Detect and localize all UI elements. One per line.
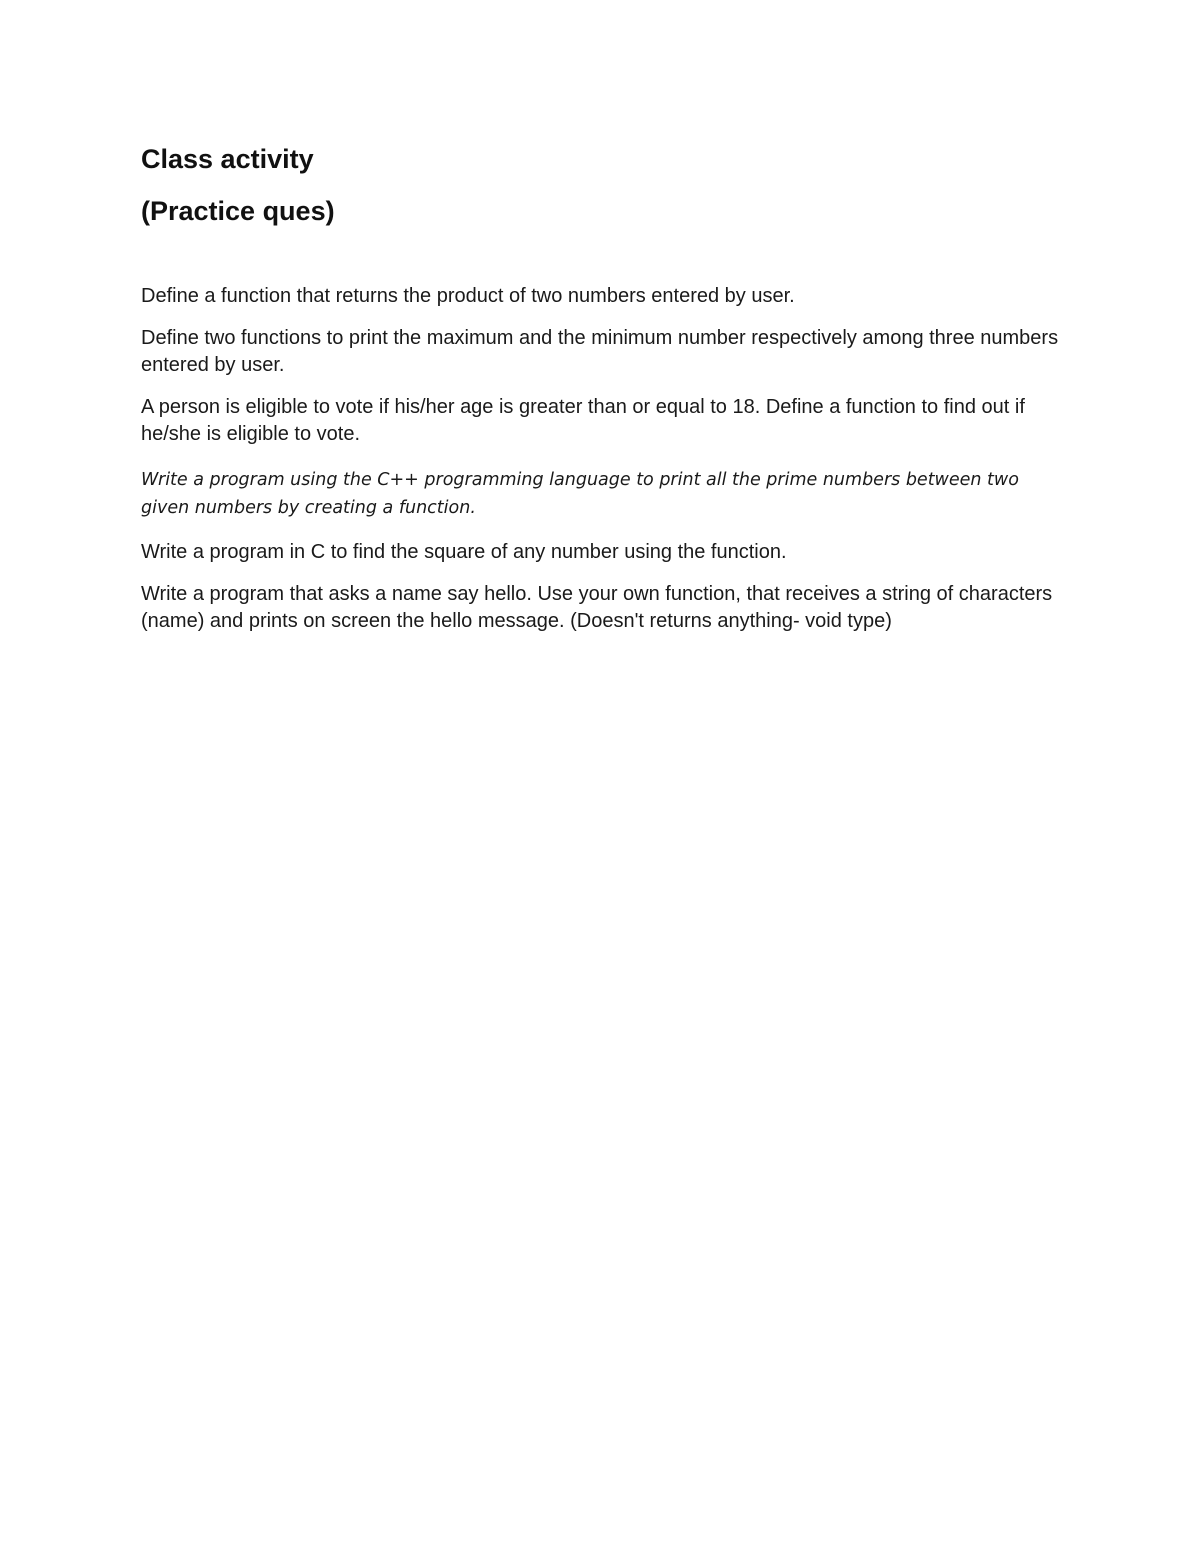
question-4: Write a program using the C++ programming language to print all the prime numbers between two given numbers by creating a function. [141,470,1019,518]
document-subtitle: (Practice ques) [141,196,335,226]
document-content [141,140,1071,650]
question-6: Write a program that asks a name say hello. Use your own function, that receives a string of characters (name) and prints on screen the hello message. (Doesn't returns anything- void type) [141,583,1053,632]
document-title: Class activity [141,144,314,174]
question-1: Define a function that returns the product of two numbers entered by user. [141,285,795,307]
question-3: A person is eligible to vote if his/her age is greater than or equal to 18. Define a function to find out if he/she is eligible to vote. [141,396,1025,445]
question-2: Define two functions to print the maximum and the minimum number respectively among three numbers entered by user. [141,327,1059,376]
question-5: Write a program in C to find the square of any number using the function. [141,541,787,563]
question-list [141,283,1071,635]
